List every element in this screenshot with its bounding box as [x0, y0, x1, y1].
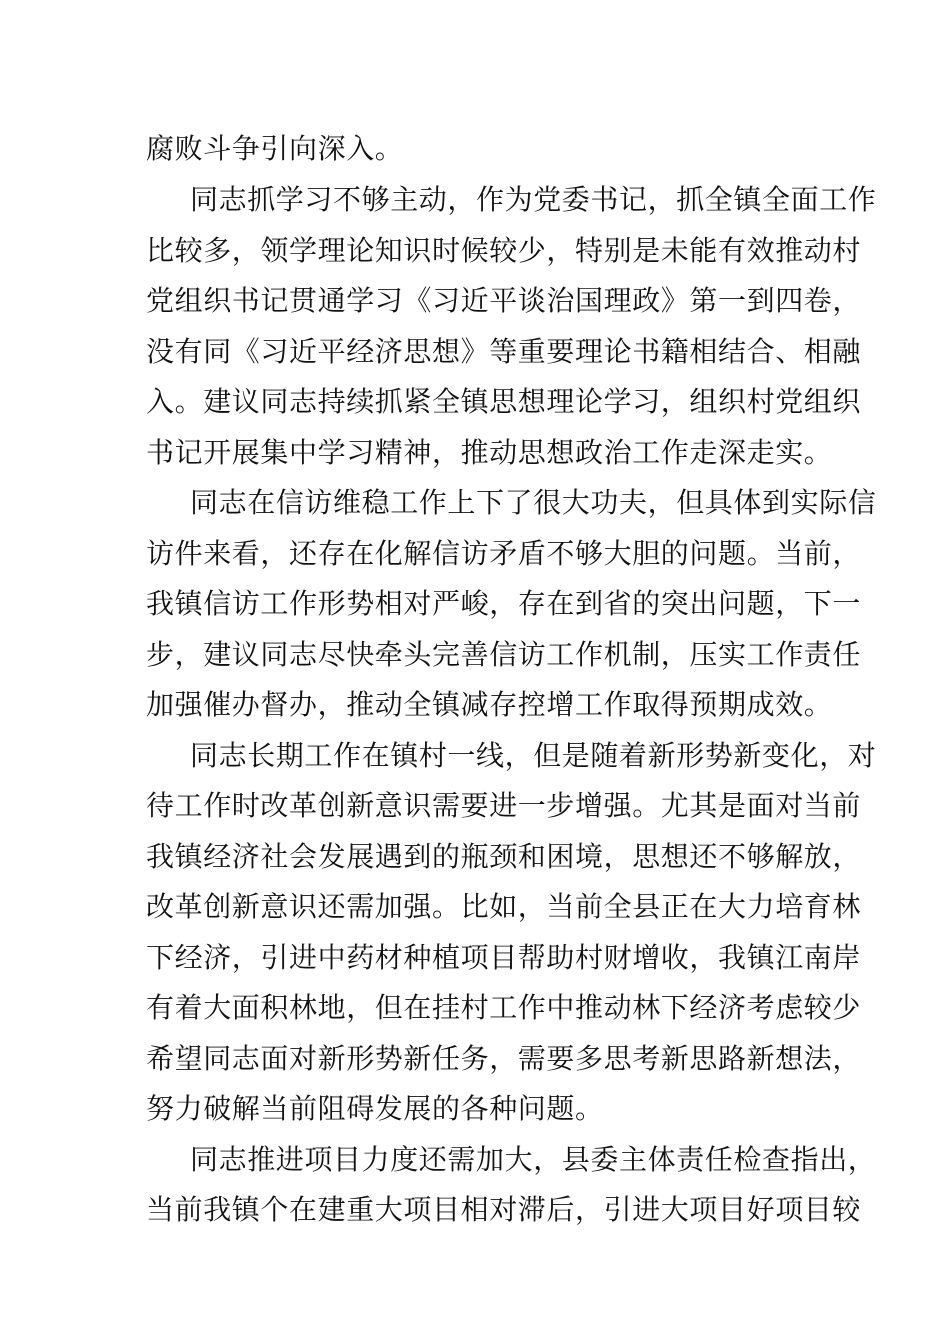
text-line: 党组织书记贯通学习《习近平谈治国理政》第一到四卷， [146, 284, 862, 317]
text-line: 比较多，领学理论知识时候较少，特别是未能有效推动村 [146, 234, 862, 267]
paragraph-first-line: 同志在信访维稳工作上下了很大功夫，但具体到实际信 [190, 486, 877, 519]
paragraph-first-line: 同志抓学习不够主动，作为党委书记，抓全镇全面工作 [190, 183, 877, 216]
text-line: 当前我镇个在建重大项目相对滞后，引进大项目好项目较 [146, 1193, 862, 1226]
text-line: 访件来看，还存在化解信访矛盾不够大胆的问题。当前， [146, 537, 862, 570]
text-line: 书记开展集中学习精神，推动思想政治工作走深走实。 [146, 436, 833, 469]
text-line: 没有同《习近平经济思想》等重要理论书籍相结合、相融 [146, 335, 862, 368]
text-line: 我镇经济社会发展遇到的瓶颈和困境，思想还不够解放， [146, 840, 862, 873]
text-line: 我镇信访工作形势相对严峻，存在到省的突出问题，下一 [146, 587, 862, 620]
text-line: 下经济，引进中药材种植项目帮助村财增收，我镇江南岸 [146, 941, 862, 974]
text-line: 腐败斗争引向深入。 [146, 132, 404, 165]
text-line: 希望同志面对新形势新任务，需要多思考新思路新想法， [146, 1042, 862, 1075]
text-line: 有着大面积林地，但在挂村工作中推动林下经济考虑较少 [146, 991, 862, 1024]
paragraph-first-line: 同志长期工作在镇村一线，但是随着新形势新变化，对 [190, 739, 877, 772]
text-line: 改革创新意识还需加强。比如，当前全县正在大力培育林 [146, 890, 862, 923]
text-line: 待工作时改革创新意识需要进一步增强。尤其是面对当前 [146, 789, 862, 822]
text-line: 步，建议同志尽快牵头完善信访工作机制，压实工作责任 [146, 638, 862, 671]
text-line: 入。建议同志持续抓紧全镇思想理论学习，组织村党组织 [146, 385, 862, 418]
text-line: 努力破解当前阻碍发展的各种问题。 [146, 1092, 604, 1125]
text-line: 加强催办督办，推动全镇减存控增工作取得预期成效。 [146, 688, 833, 721]
paragraph-first-line: 同志推进项目力度还需加大，县委主体责任检查指出， [190, 1143, 877, 1176]
